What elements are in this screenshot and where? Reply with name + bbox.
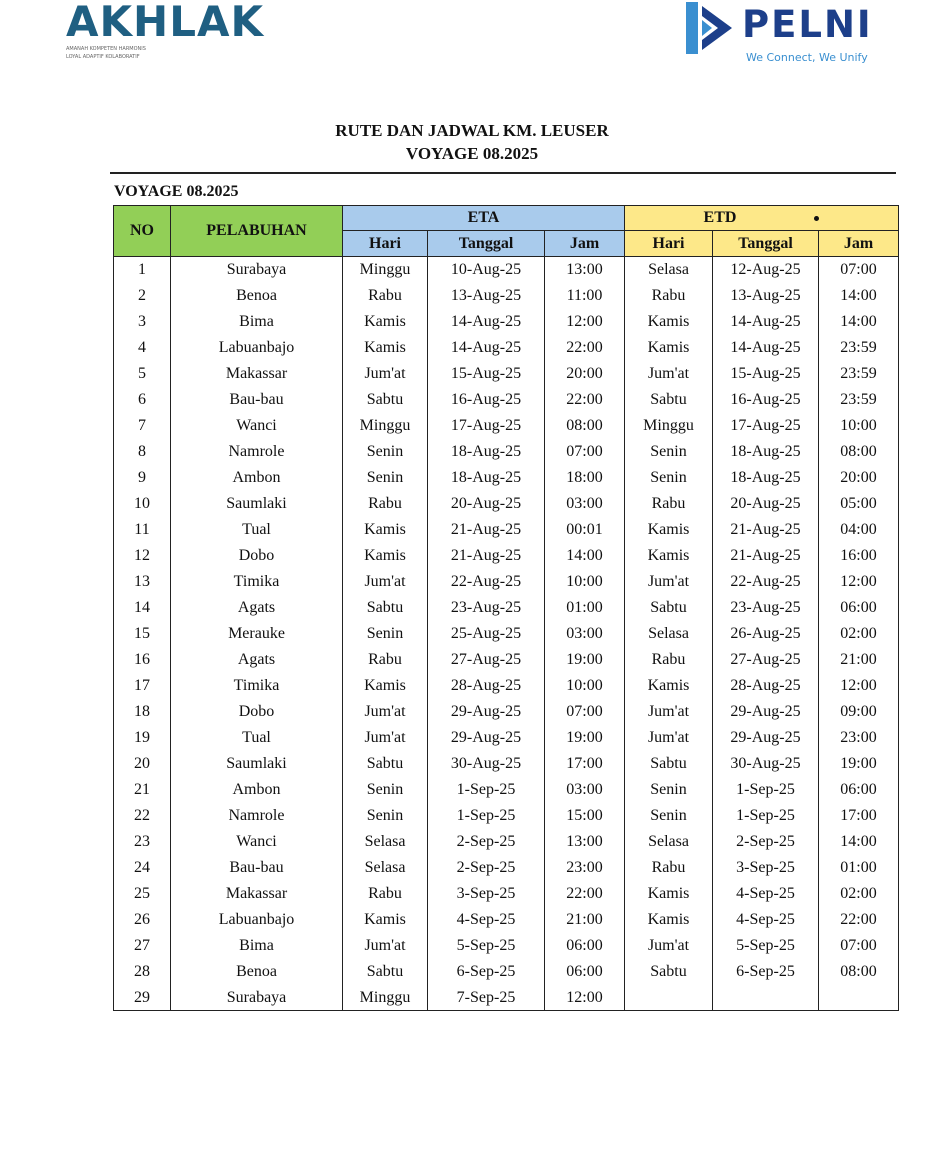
cell-eta-jam: 11:00	[545, 283, 625, 309]
table-row	[114, 699, 899, 725]
cell-etd-hari: Sabtu	[625, 959, 713, 985]
cell-no: 18	[114, 699, 171, 725]
cell-port: Tual	[171, 517, 343, 543]
cell-eta-tanggal: 18-Aug-25	[428, 439, 545, 465]
table-row	[114, 309, 899, 335]
cell-port: Merauke	[171, 621, 343, 647]
cell-no: 10	[114, 491, 171, 517]
cell-etd-tanggal: 22-Aug-25	[713, 569, 819, 595]
table-row	[114, 751, 899, 777]
cell-eta-hari: Jum'at	[343, 933, 428, 959]
cell-etd-tanggal: 4-Sep-25	[713, 881, 819, 907]
pelni-logo-text: PELNI	[742, 3, 873, 46]
cell-etd-hari: Rabu	[625, 283, 713, 309]
table-row	[114, 673, 899, 699]
cell-eta-tanggal: 14-Aug-25	[428, 309, 545, 335]
cell-port: Bima	[171, 309, 343, 335]
cell-eta-hari: Senin	[343, 803, 428, 829]
cell-eta-jam: 08:00	[545, 413, 625, 439]
cell-eta-hari: Kamis	[343, 907, 428, 933]
cell-etd-tanggal: 2-Sep-25	[713, 829, 819, 855]
cell-port: Labuanbajo	[171, 335, 343, 361]
cell-etd-jam: 04:00	[819, 517, 899, 543]
table-row	[114, 413, 899, 439]
cell-port: Dobo	[171, 699, 343, 725]
cell-etd-tanggal: 1-Sep-25	[713, 803, 819, 829]
cell-etd-tanggal: 16-Aug-25	[713, 387, 819, 413]
cell-etd-hari: Kamis	[625, 673, 713, 699]
cell-port: Timika	[171, 673, 343, 699]
cell-eta-hari: Sabtu	[343, 959, 428, 985]
cell-eta-hari: Kamis	[343, 309, 428, 335]
cell-no: 8	[114, 439, 171, 465]
cell-eta-hari: Selasa	[343, 829, 428, 855]
cell-etd-tanggal: 13-Aug-25	[713, 283, 819, 309]
cell-eta-jam: 07:00	[545, 439, 625, 465]
header-port: PELABUHAN	[171, 206, 343, 257]
cell-etd-tanggal: 21-Aug-25	[713, 517, 819, 543]
cell-etd-jam: 21:00	[819, 647, 899, 673]
cell-etd-tanggal: 26-Aug-25	[713, 621, 819, 647]
cell-eta-hari: Kamis	[343, 335, 428, 361]
cell-eta-hari: Rabu	[343, 647, 428, 673]
akhlak-logo	[66, 0, 265, 70]
cell-eta-tanggal: 28-Aug-25	[428, 673, 545, 699]
cell-etd-tanggal: 5-Sep-25	[713, 933, 819, 959]
cell-eta-jam: 06:00	[545, 933, 625, 959]
cell-etd-hari: Jum'at	[625, 361, 713, 387]
cell-port: Agats	[171, 647, 343, 673]
table-row	[114, 855, 899, 881]
cell-eta-jam: 07:00	[545, 699, 625, 725]
cell-eta-jam: 03:00	[545, 777, 625, 803]
cell-etd-hari: Kamis	[625, 309, 713, 335]
akhlak-logo-subtext-1: AMANAH KOMPETEN HARMONIS	[66, 46, 146, 52]
cell-etd-hari: Rabu	[625, 647, 713, 673]
akhlak-logo-subtext-2: LOYAL ADAPTIF KOLABORATIF	[66, 54, 140, 60]
cell-eta-jam: 00:01	[545, 517, 625, 543]
cell-no: 2	[114, 283, 171, 309]
cell-port: Tual	[171, 725, 343, 751]
cell-no: 25	[114, 881, 171, 907]
cell-eta-tanggal: 15-Aug-25	[428, 361, 545, 387]
cell-etd-jam: 16:00	[819, 543, 899, 569]
cell-eta-jam: 20:00	[545, 361, 625, 387]
cell-etd-tanggal: 20-Aug-25	[713, 491, 819, 517]
table-row	[114, 777, 899, 803]
pelni-emblem-icon	[684, 0, 736, 56]
cell-eta-hari: Senin	[343, 621, 428, 647]
cell-eta-jam: 17:00	[545, 751, 625, 777]
cell-eta-hari: Senin	[343, 439, 428, 465]
cell-port: Surabaya	[171, 985, 343, 1011]
table-row	[114, 933, 899, 959]
cell-eta-tanggal: 29-Aug-25	[428, 725, 545, 751]
table-row	[114, 465, 899, 491]
cell-etd-tanggal: 28-Aug-25	[713, 673, 819, 699]
cell-eta-jam: 15:00	[545, 803, 625, 829]
table-row	[114, 283, 899, 309]
table-row	[114, 361, 899, 387]
cell-no: 14	[114, 595, 171, 621]
cell-eta-hari: Jum'at	[343, 699, 428, 725]
cell-eta-hari: Sabtu	[343, 751, 428, 777]
cell-eta-jam: 21:00	[545, 907, 625, 933]
cell-eta-jam: 03:00	[545, 491, 625, 517]
cell-no: 4	[114, 335, 171, 361]
cell-port: Benoa	[171, 959, 343, 985]
cell-etd-tanggal: 27-Aug-25	[713, 647, 819, 673]
cell-port: Timika	[171, 569, 343, 595]
table-row	[114, 569, 899, 595]
cell-eta-tanggal: 1-Sep-25	[428, 777, 545, 803]
cell-eta-hari: Jum'at	[343, 725, 428, 751]
cell-no: 20	[114, 751, 171, 777]
cell-eta-hari: Sabtu	[343, 595, 428, 621]
cell-etd-hari	[625, 985, 713, 1011]
cell-eta-tanggal: 1-Sep-25	[428, 803, 545, 829]
cell-eta-jam: 22:00	[545, 387, 625, 413]
cell-eta-tanggal: 18-Aug-25	[428, 465, 545, 491]
cell-port: Wanci	[171, 829, 343, 855]
cell-etd-jam: 10:00	[819, 413, 899, 439]
cell-eta-hari: Sabtu	[343, 387, 428, 413]
cell-eta-jam: 06:00	[545, 959, 625, 985]
table-row	[114, 335, 899, 361]
cell-no: 16	[114, 647, 171, 673]
cell-etd-hari: Sabtu	[625, 595, 713, 621]
cell-etd-jam: 23:59	[819, 335, 899, 361]
cell-etd-hari: Jum'at	[625, 699, 713, 725]
table-row	[114, 387, 899, 413]
cell-no: 6	[114, 387, 171, 413]
cell-eta-hari: Senin	[343, 465, 428, 491]
cell-eta-jam: 01:00	[545, 595, 625, 621]
cell-etd-jam: 06:00	[819, 595, 899, 621]
cell-eta-tanggal: 10-Aug-25	[428, 257, 545, 283]
header-eta-hari: Hari	[343, 231, 428, 257]
cell-eta-jam: 12:00	[545, 309, 625, 335]
cell-eta-hari: Senin	[343, 777, 428, 803]
cell-etd-hari: Kamis	[625, 543, 713, 569]
table-row	[114, 439, 899, 465]
cell-eta-hari: Kamis	[343, 543, 428, 569]
table-row	[114, 257, 899, 283]
cell-etd-jam: 17:00	[819, 803, 899, 829]
cell-eta-tanggal: 16-Aug-25	[428, 387, 545, 413]
cell-etd-tanggal: 18-Aug-25	[713, 439, 819, 465]
cell-port: Surabaya	[171, 257, 343, 283]
cell-etd-hari: Jum'at	[625, 725, 713, 751]
cell-eta-tanggal: 3-Sep-25	[428, 881, 545, 907]
table-row	[114, 881, 899, 907]
cell-eta-hari: Rabu	[343, 881, 428, 907]
cell-no: 27	[114, 933, 171, 959]
cell-etd-tanggal: 1-Sep-25	[713, 777, 819, 803]
cell-etd-tanggal: 18-Aug-25	[713, 465, 819, 491]
cell-port: Bima	[171, 933, 343, 959]
voyage-label: VOYAGE 08.2025	[114, 183, 239, 200]
cell-eta-tanggal: 6-Sep-25	[428, 959, 545, 985]
cell-etd-hari: Selasa	[625, 829, 713, 855]
table-row	[114, 621, 899, 647]
cell-eta-jam: 18:00	[545, 465, 625, 491]
cell-eta-tanggal: 2-Sep-25	[428, 855, 545, 881]
cell-port: Makassar	[171, 361, 343, 387]
cell-eta-jam: 14:00	[545, 543, 625, 569]
cell-etd-jam: 02:00	[819, 621, 899, 647]
cell-etd-jam: 07:00	[819, 933, 899, 959]
pelni-logo	[684, 0, 884, 70]
cell-no: 7	[114, 413, 171, 439]
header-etd-label: ETD	[703, 209, 737, 226]
cell-etd-tanggal: 21-Aug-25	[713, 543, 819, 569]
cell-eta-tanggal: 14-Aug-25	[428, 335, 545, 361]
cell-etd-hari: Jum'at	[625, 933, 713, 959]
cell-etd-hari: Kamis	[625, 907, 713, 933]
cell-eta-tanggal: 30-Aug-25	[428, 751, 545, 777]
cell-no: 28	[114, 959, 171, 985]
cell-etd-hari: Sabtu	[625, 751, 713, 777]
cell-eta-hari: Kamis	[343, 673, 428, 699]
cell-etd-tanggal: 23-Aug-25	[713, 595, 819, 621]
cell-no: 17	[114, 673, 171, 699]
cell-etd-jam	[819, 985, 899, 1011]
cell-no: 19	[114, 725, 171, 751]
header-etd-jam: Jam	[819, 231, 899, 257]
cell-eta-jam: 12:00	[545, 985, 625, 1011]
cell-eta-jam: 19:00	[545, 647, 625, 673]
cell-eta-hari: Kamis	[343, 517, 428, 543]
cell-port: Bau-bau	[171, 387, 343, 413]
cell-eta-tanggal: 22-Aug-25	[428, 569, 545, 595]
table-row	[114, 647, 899, 673]
table-row	[114, 959, 899, 985]
header-eta-tanggal: Tanggal	[428, 231, 545, 257]
cell-port: Agats	[171, 595, 343, 621]
cell-etd-hari: Selasa	[625, 257, 713, 283]
cell-no: 12	[114, 543, 171, 569]
akhlak-logo-text: AKHLAK	[66, 0, 265, 46]
cell-etd-jam: 08:00	[819, 959, 899, 985]
cell-eta-tanggal: 5-Sep-25	[428, 933, 545, 959]
cell-etd-jam: 19:00	[819, 751, 899, 777]
document-title: RUTE DAN JADWAL KM. LEUSER	[335, 121, 609, 140]
cell-etd-tanggal: 29-Aug-25	[713, 699, 819, 725]
cell-etd-jam: 20:00	[819, 465, 899, 491]
cell-eta-tanggal: 20-Aug-25	[428, 491, 545, 517]
cell-eta-tanggal: 23-Aug-25	[428, 595, 545, 621]
cell-port: Namrole	[171, 803, 343, 829]
cell-eta-hari: Rabu	[343, 283, 428, 309]
cell-no: 26	[114, 907, 171, 933]
cell-etd-jam: 02:00	[819, 881, 899, 907]
cell-etd-jam: 23:59	[819, 387, 899, 413]
cell-etd-jam: 22:00	[819, 907, 899, 933]
cell-no: 21	[114, 777, 171, 803]
cell-port: Bau-bau	[171, 855, 343, 881]
cell-etd-hari: Selasa	[625, 621, 713, 647]
cell-eta-tanggal: 4-Sep-25	[428, 907, 545, 933]
pelni-tagline: We Connect, We Unify	[746, 51, 868, 64]
table-row	[114, 829, 899, 855]
cell-etd-tanggal: 17-Aug-25	[713, 413, 819, 439]
cell-eta-tanggal: 17-Aug-25	[428, 413, 545, 439]
cell-eta-jam: 19:00	[545, 725, 625, 751]
cell-etd-hari: Sabtu	[625, 387, 713, 413]
cell-etd-hari: Kamis	[625, 517, 713, 543]
cell-etd-jam: 06:00	[819, 777, 899, 803]
cell-no: 29	[114, 985, 171, 1011]
table-row	[114, 803, 899, 829]
cell-etd-hari: Kamis	[625, 335, 713, 361]
cell-port: Wanci	[171, 413, 343, 439]
cell-etd-tanggal: 14-Aug-25	[713, 309, 819, 335]
cell-eta-jam: 13:00	[545, 829, 625, 855]
cell-eta-hari: Selasa	[343, 855, 428, 881]
cell-no: 22	[114, 803, 171, 829]
cell-etd-hari: Senin	[625, 439, 713, 465]
cell-eta-hari: Minggu	[343, 413, 428, 439]
cell-no: 3	[114, 309, 171, 335]
cell-etd-hari: Senin	[625, 777, 713, 803]
schedule-body	[114, 257, 899, 1011]
cell-etd-jam: 23:00	[819, 725, 899, 751]
cell-no: 24	[114, 855, 171, 881]
cell-etd-hari: Senin	[625, 465, 713, 491]
cell-etd-tanggal: 30-Aug-25	[713, 751, 819, 777]
header-eta: ETA	[343, 206, 625, 231]
cell-etd-hari: Kamis	[625, 881, 713, 907]
cell-eta-hari: Rabu	[343, 491, 428, 517]
cell-etd-jam: 09:00	[819, 699, 899, 725]
cell-etd-tanggal: 15-Aug-25	[713, 361, 819, 387]
cell-eta-jam: 22:00	[545, 881, 625, 907]
dot-mark	[814, 216, 819, 221]
cell-etd-jam: 14:00	[819, 829, 899, 855]
cell-port: Makassar	[171, 881, 343, 907]
cell-port: Labuanbajo	[171, 907, 343, 933]
cell-etd-jam: 12:00	[819, 569, 899, 595]
cell-etd-tanggal: 14-Aug-25	[713, 335, 819, 361]
cell-etd-jam: 14:00	[819, 283, 899, 309]
cell-etd-hari: Minggu	[625, 413, 713, 439]
table-row	[114, 543, 899, 569]
title-divider	[110, 172, 896, 174]
cell-etd-hari: Jum'at	[625, 569, 713, 595]
cell-etd-tanggal: 4-Sep-25	[713, 907, 819, 933]
cell-eta-jam: 10:00	[545, 673, 625, 699]
table-row	[114, 517, 899, 543]
cell-eta-tanggal: 13-Aug-25	[428, 283, 545, 309]
cell-eta-tanggal: 2-Sep-25	[428, 829, 545, 855]
cell-port: Saumlaki	[171, 491, 343, 517]
cell-eta-tanggal: 21-Aug-25	[428, 543, 545, 569]
cell-etd-hari: Rabu	[625, 491, 713, 517]
header-etd	[625, 206, 899, 231]
cell-eta-hari: Jum'at	[343, 361, 428, 387]
cell-etd-jam: 12:00	[819, 673, 899, 699]
cell-etd-tanggal: 12-Aug-25	[713, 257, 819, 283]
cell-etd-jam: 08:00	[819, 439, 899, 465]
cell-eta-tanggal: 29-Aug-25	[428, 699, 545, 725]
header-etd-tanggal: Tanggal	[713, 231, 819, 257]
cell-etd-tanggal: 6-Sep-25	[713, 959, 819, 985]
table-row	[114, 985, 899, 1011]
cell-no: 5	[114, 361, 171, 387]
cell-etd-jam: 23:59	[819, 361, 899, 387]
cell-etd-jam: 01:00	[819, 855, 899, 881]
cell-etd-tanggal: 29-Aug-25	[713, 725, 819, 751]
header-eta-jam: Jam	[545, 231, 625, 257]
cell-etd-tanggal: 3-Sep-25	[713, 855, 819, 881]
header-etd-hari: Hari	[625, 231, 713, 257]
cell-eta-jam: 10:00	[545, 569, 625, 595]
cell-no: 15	[114, 621, 171, 647]
cell-port: Ambon	[171, 777, 343, 803]
cell-port: Saumlaki	[171, 751, 343, 777]
cell-etd-tanggal	[713, 985, 819, 1011]
cell-port: Namrole	[171, 439, 343, 465]
table-row	[114, 595, 899, 621]
cell-eta-tanggal: 27-Aug-25	[428, 647, 545, 673]
table-row	[114, 907, 899, 933]
cell-eta-tanggal: 7-Sep-25	[428, 985, 545, 1011]
cell-eta-tanggal: 21-Aug-25	[428, 517, 545, 543]
header-no: NO	[114, 206, 171, 257]
cell-etd-jam: 07:00	[819, 257, 899, 283]
cell-etd-hari: Senin	[625, 803, 713, 829]
cell-no: 1	[114, 257, 171, 283]
cell-eta-hari: Minggu	[343, 985, 428, 1011]
cell-eta-jam: 23:00	[545, 855, 625, 881]
cell-port: Dobo	[171, 543, 343, 569]
cell-no: 23	[114, 829, 171, 855]
cell-port: Benoa	[171, 283, 343, 309]
cell-eta-hari: Minggu	[343, 257, 428, 283]
cell-etd-hari: Rabu	[625, 855, 713, 881]
cell-eta-jam: 22:00	[545, 335, 625, 361]
cell-eta-hari: Jum'at	[343, 569, 428, 595]
cell-port: Ambon	[171, 465, 343, 491]
cell-eta-jam: 03:00	[545, 621, 625, 647]
cell-no: 9	[114, 465, 171, 491]
table-row	[114, 725, 899, 751]
cell-no: 13	[114, 569, 171, 595]
schedule-table	[113, 205, 899, 1011]
document-subtitle: VOYAGE 08.2025	[405, 144, 539, 163]
cell-eta-tanggal: 25-Aug-25	[428, 621, 545, 647]
cell-no: 11	[114, 517, 171, 543]
cell-eta-jam: 13:00	[545, 257, 625, 283]
cell-etd-jam: 14:00	[819, 309, 899, 335]
cell-etd-jam: 05:00	[819, 491, 899, 517]
table-row	[114, 491, 899, 517]
